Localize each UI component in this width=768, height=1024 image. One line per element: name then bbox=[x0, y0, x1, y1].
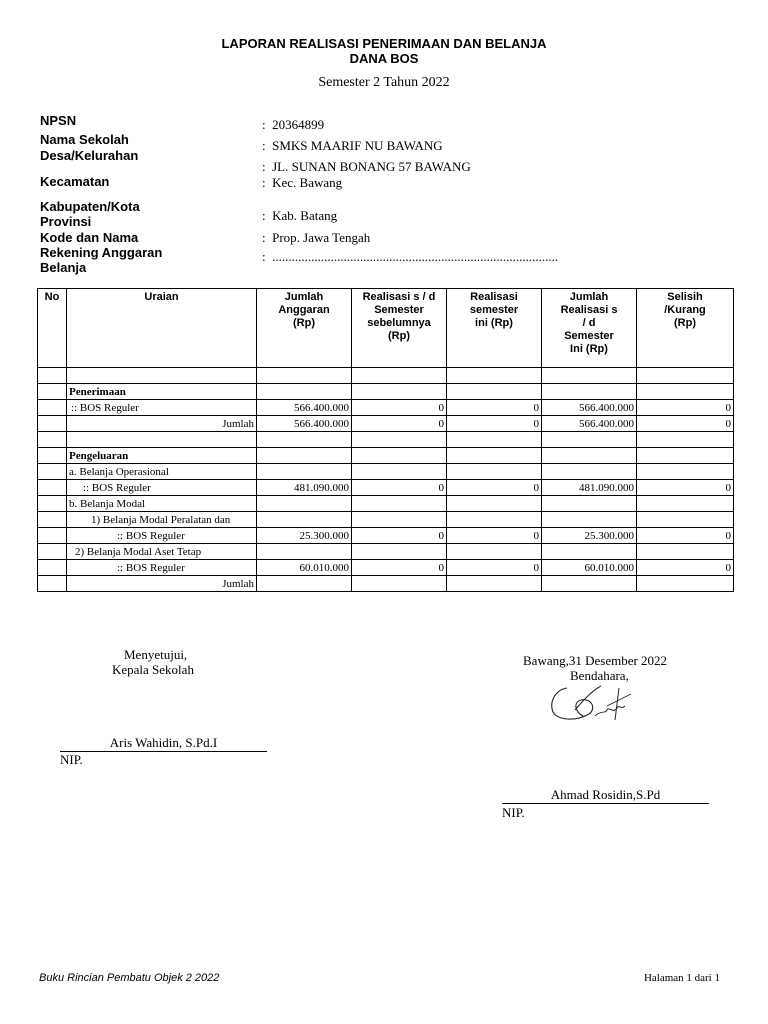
table-row bbox=[38, 368, 734, 384]
table-header-row bbox=[38, 289, 734, 368]
place-date: Bawang,31 Desember 2022 bbox=[523, 653, 668, 668]
col-selisih: Selisih /Kurang (Rp) bbox=[637, 289, 734, 368]
penerimaan-label: Penerimaan bbox=[67, 384, 257, 400]
table-row: b. Belanja Modal bbox=[38, 496, 734, 512]
table-row: 2) Belanja Modal Aset Tetap bbox=[38, 544, 734, 560]
table-row-jumlah: Jumlah 566.400.000 0 0 566.400.000 0 bbox=[38, 416, 734, 432]
belanja-label: Belanja bbox=[40, 260, 87, 275]
col-jumlah-realisasi: Jumlah Realisasi s / d Semester Ini (Rp) bbox=[542, 289, 637, 368]
pengeluaran-label: Pengeluaran bbox=[67, 448, 257, 464]
nama-sekolah-value: : SMKS MAARIF NU BAWANG bbox=[262, 138, 443, 153]
desa-value: : JL. SUNAN BONANG 57 BAWANG bbox=[262, 159, 471, 174]
table-row-penerimaan-heading bbox=[38, 384, 734, 400]
kecamatan-label: Kecamatan bbox=[40, 174, 110, 189]
npsn-value: : 20364899 bbox=[262, 117, 325, 132]
table-row: :: BOS Reguler 25.300.000 0 0 25.300.000 0 bbox=[38, 528, 734, 544]
col-realisasi-ini: Realisasi semester ini (Rp) bbox=[447, 289, 542, 368]
kepala-sekolah-name: Aris Wahidin, S.Pd.I bbox=[60, 735, 267, 752]
table-row: :: BOS Reguler 566.400.000 0 0 566.400.000 0 bbox=[38, 400, 734, 416]
table-row: a. Belanja Operasional bbox=[38, 464, 734, 480]
rekening-label: Rekening Anggaran bbox=[40, 245, 163, 260]
report-period: Semester 2 Tahun 2022 bbox=[318, 75, 450, 90]
realisasi-table bbox=[37, 288, 734, 592]
table-row: :: BOS Reguler 481.090.000 0 0 481.090.000 0 bbox=[38, 480, 734, 496]
kepala-sekolah-nip: NIP. bbox=[60, 752, 83, 767]
rekening-value: : ........................................................................................ bbox=[262, 249, 559, 264]
kode-label: Kode dan Nama bbox=[40, 230, 139, 245]
provinsi-label: Provinsi bbox=[40, 214, 92, 229]
bendahara-name: Ahmad Rosidin,S.Pd bbox=[502, 787, 709, 804]
col-jumlah-anggaran: Jumlah Anggaran (Rp) bbox=[257, 289, 352, 368]
table-row: :: BOS Reguler 60.010.000 0 0 60.010.000 0 bbox=[38, 560, 734, 576]
provinsi-value: : Prop. Jawa Tengah bbox=[262, 230, 371, 245]
report-title-line2: DANA BOS bbox=[349, 51, 419, 66]
bendahara-signature bbox=[545, 680, 635, 725]
kepala-sekolah-role: Kepala Sekolah bbox=[112, 662, 194, 677]
desa-label: Desa/Kelurahan bbox=[40, 148, 139, 163]
uraian-cell: :: BOS Reguler bbox=[67, 400, 257, 416]
kecamatan-value: : Kec. Bawang bbox=[262, 175, 343, 190]
table-row bbox=[38, 432, 734, 448]
table-row-jumlah: Jumlah bbox=[38, 576, 734, 592]
nama-sekolah-label: Nama Sekolah bbox=[40, 132, 129, 147]
approve-label: Menyetujui, bbox=[124, 647, 188, 662]
col-no: No bbox=[38, 289, 67, 368]
bendahara-nip: NIP. bbox=[502, 805, 525, 820]
col-realisasi-sebelumnya: Realisasi s / d Semester sebelumnya (Rp) bbox=[352, 289, 447, 368]
report-title-line1: LAPORAN REALISASI PENERIMAAN DAN BELANJA bbox=[221, 36, 547, 51]
npsn-label: NPSN bbox=[40, 113, 77, 128]
kabupaten-value: : Kab. Batang bbox=[262, 208, 338, 223]
table-row-pengeluaran-heading bbox=[38, 448, 734, 464]
kabupaten-label: Kabupaten/Kota bbox=[40, 199, 140, 214]
footer-left: Buku Rincian Pembatu Objek 2 2022 bbox=[39, 972, 220, 984]
bendahara-role: Bendahara, bbox=[570, 668, 629, 683]
footer-page: Halaman 1 dari 1 bbox=[643, 972, 720, 984]
col-uraian: Uraian bbox=[67, 289, 257, 368]
table-row: 1) Belanja Modal Peralatan dan bbox=[38, 512, 734, 528]
